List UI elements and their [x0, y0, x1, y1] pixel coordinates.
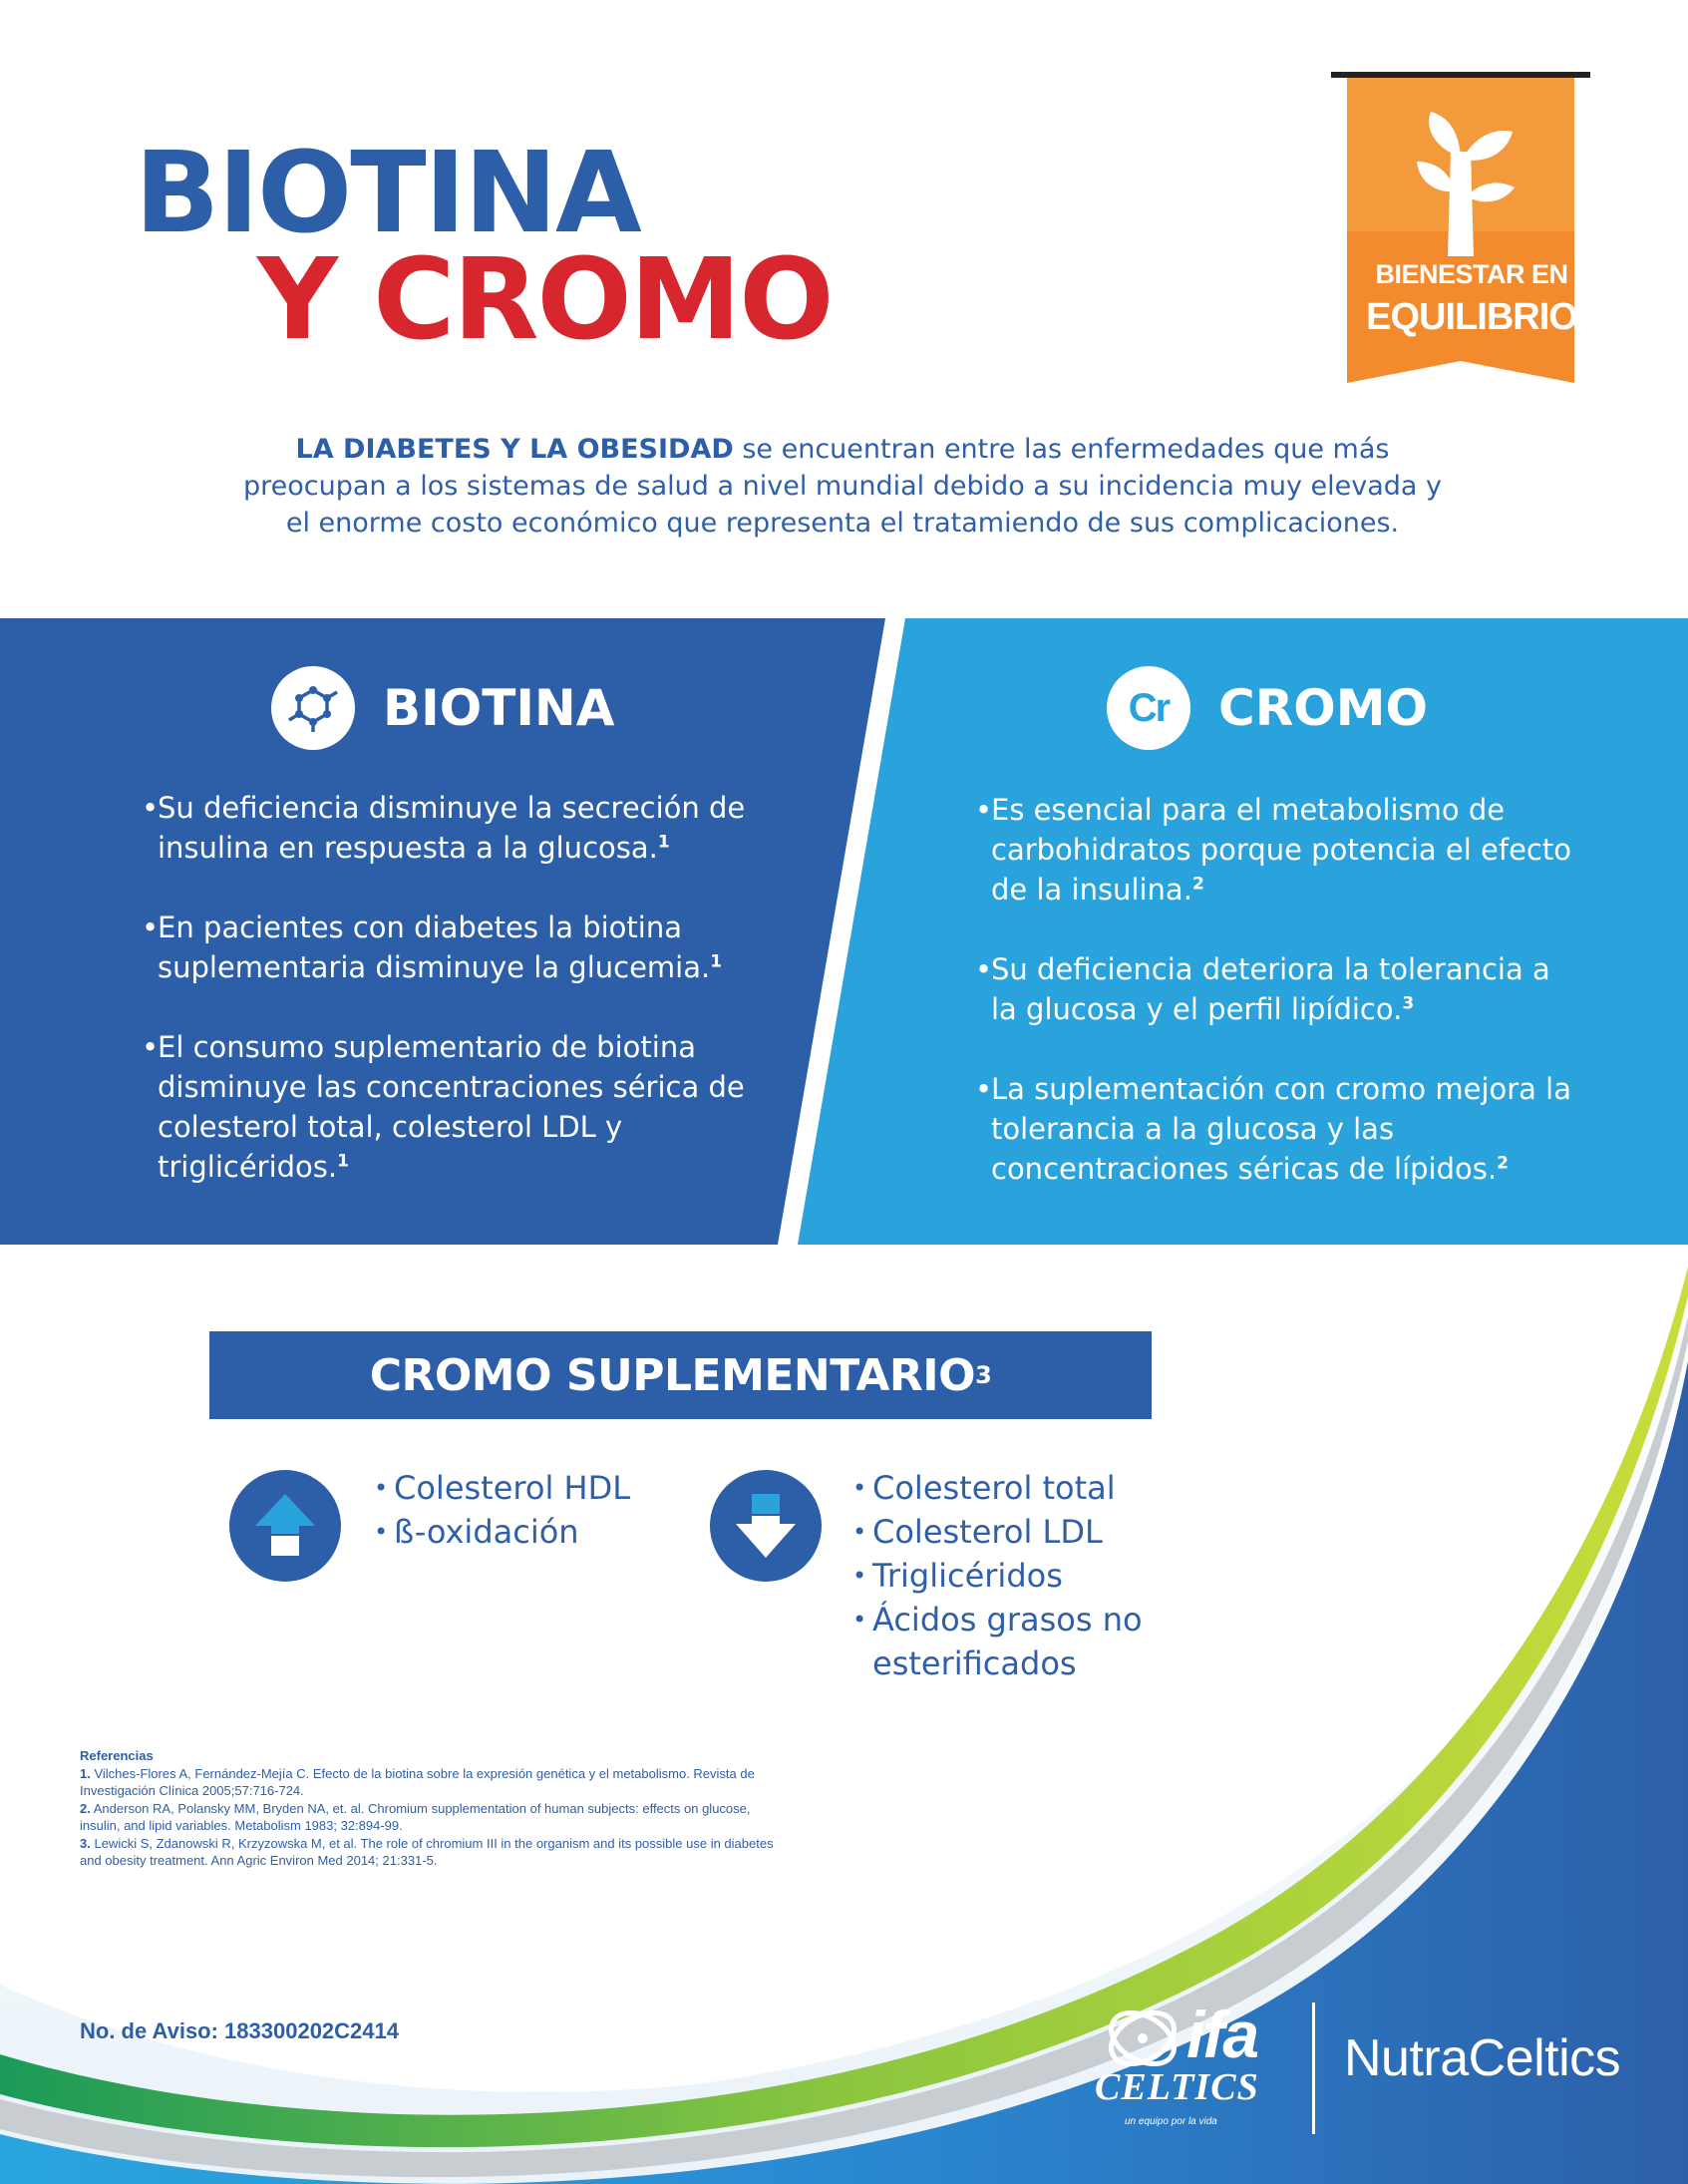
references: [80, 1747, 778, 1870]
logo-divider: [1312, 2002, 1315, 2134]
nutraceltics-logo-text: NutraCeltics: [1344, 2029, 1621, 2087]
list-item: • Colesterol LDL: [852, 1510, 1172, 1554]
badge-text-2: EQUILIBRIO: [1366, 296, 1577, 338]
aviso-number: No. de Aviso: 183300202C2414: [80, 2018, 399, 2043]
references-title: Referencias: [80, 1748, 154, 1763]
badge-text-1: BIENESTAR EN: [1375, 259, 1568, 289]
bullet-text: En pacientes con diabetes la biotina suplementaria disminuye la glucemia.: [158, 910, 711, 984]
increase-list: [374, 1466, 630, 1554]
celtics-logo-text: CELTICS: [1095, 2066, 1259, 2108]
ifa-tagline: un equipo por la vida: [1125, 2116, 1217, 2127]
banner-title: CROMO SUPLEMENTARIO: [369, 1349, 976, 1401]
ifa-logo-text: ifa: [1186, 1998, 1258, 2071]
bullet-text: El consumo suplementario de biotina disminuye las concentraciones sérica de colesterol total, colesterol LDL y triglicéridos.: [158, 1030, 745, 1184]
list-item: [142, 908, 760, 987]
list-item: • Triglicéridos: [852, 1554, 1172, 1598]
chromium-symbol: Cr: [1128, 685, 1170, 730]
cromo-heading: [1107, 666, 1428, 750]
bullet-text: Su deficiencia disminuye la secreción de insulina en respuesta a la glucosa.: [158, 791, 746, 865]
reference-item: [80, 1835, 778, 1870]
bullet-text: La suplementación con cromo mejora la tolerancia a la glucosa y las concentraciones séricas de lípidos.: [991, 1072, 1571, 1186]
bullet-text: Su deficiencia deteriora la tolerancia a la glucosa y el perfil lipídico.: [991, 952, 1550, 1026]
cromo-heading-label: CROMO: [1218, 679, 1428, 737]
title-line-2: Y CROMO: [257, 235, 833, 365]
list-item: [975, 1069, 1573, 1189]
footnote-ref: 1: [657, 832, 670, 853]
reference-item: [80, 1765, 778, 1800]
reference-text: Lewicki S, Zdanowski R, Krzyzowska M, et al. The role of chromium III in the organism and its possible use in diabetes and obesity treatment. Ann Agric Environ Med 2014; 21:331-5.: [80, 1835, 774, 1868]
bienestar-badge: [1331, 72, 1590, 391]
bullet-text: Es esencial para el metabolismo de carbohidratos porque potencia el efecto de la insulina.: [991, 793, 1571, 907]
arrow-down-icon: [710, 1470, 822, 1582]
reference-number: 3.: [80, 1835, 91, 1851]
intro-bold: LA DIABETES Y LA OBESIDAD: [295, 434, 734, 465]
title-line-1: BIOTINA: [135, 129, 640, 258]
cromo-suplementario-banner: CROMO SUPLEMENTARIO 3: [209, 1331, 1152, 1419]
molecule-icon: [271, 666, 355, 750]
biotina-heading-label: BIOTINA: [383, 679, 615, 737]
intro-paragraph: [239, 431, 1446, 542]
reference-number: 1.: [80, 1765, 91, 1781]
list-item: • Colesterol HDL: [374, 1466, 630, 1510]
arrow-up-icon: [229, 1470, 341, 1582]
cromo-bullets: [975, 790, 1573, 1229]
footnote-ref: 3: [1402, 993, 1415, 1014]
list-item: [142, 788, 760, 868]
list-item: • Colesterol total: [852, 1466, 1172, 1510]
intro-text: se encuentran entre las enfermedades que más preocupan a los sistemas de salud a nivel mundial debido a su incidencia muy elevada y el enorme costo económico que representa el tratamiendo de sus complicaciones.: [242, 434, 1442, 539]
reference-number: 2.: [80, 1800, 91, 1816]
reference-text: Anderson RA, Polansky MM, Bryden NA, et. al. Chromium supplementation of human subjects: effects on glucose, insulin, and lipid variables. Metabolism 1983; 32:894-99.: [80, 1800, 751, 1833]
footnote-ref: 1: [710, 951, 723, 972]
footnote-ref: 2: [1191, 874, 1204, 895]
list-item: • ß-oxidación: [374, 1510, 630, 1554]
list-item: [142, 1027, 760, 1187]
biotina-heading: [271, 666, 614, 750]
reference-item: [80, 1800, 778, 1835]
list-item: [975, 790, 1573, 910]
decrease-list: [852, 1466, 1172, 1685]
footnote-ref: 1: [337, 1151, 349, 1172]
footnote-ref: 2: [1497, 1153, 1509, 1174]
biotina-bullets: [142, 788, 760, 1227]
list-item: • Ácidos grasos no esterificados: [852, 1598, 1172, 1685]
chromium-symbol-icon: [1107, 666, 1190, 750]
reference-text: Vilches-Flores A, Fernández-Mejía C. Efecto de la biotina sobre la expresión genética y el metabolismo. Revista de Investigación Clínica 2005;57:716-724.: [80, 1765, 755, 1798]
list-item: [975, 949, 1573, 1029]
